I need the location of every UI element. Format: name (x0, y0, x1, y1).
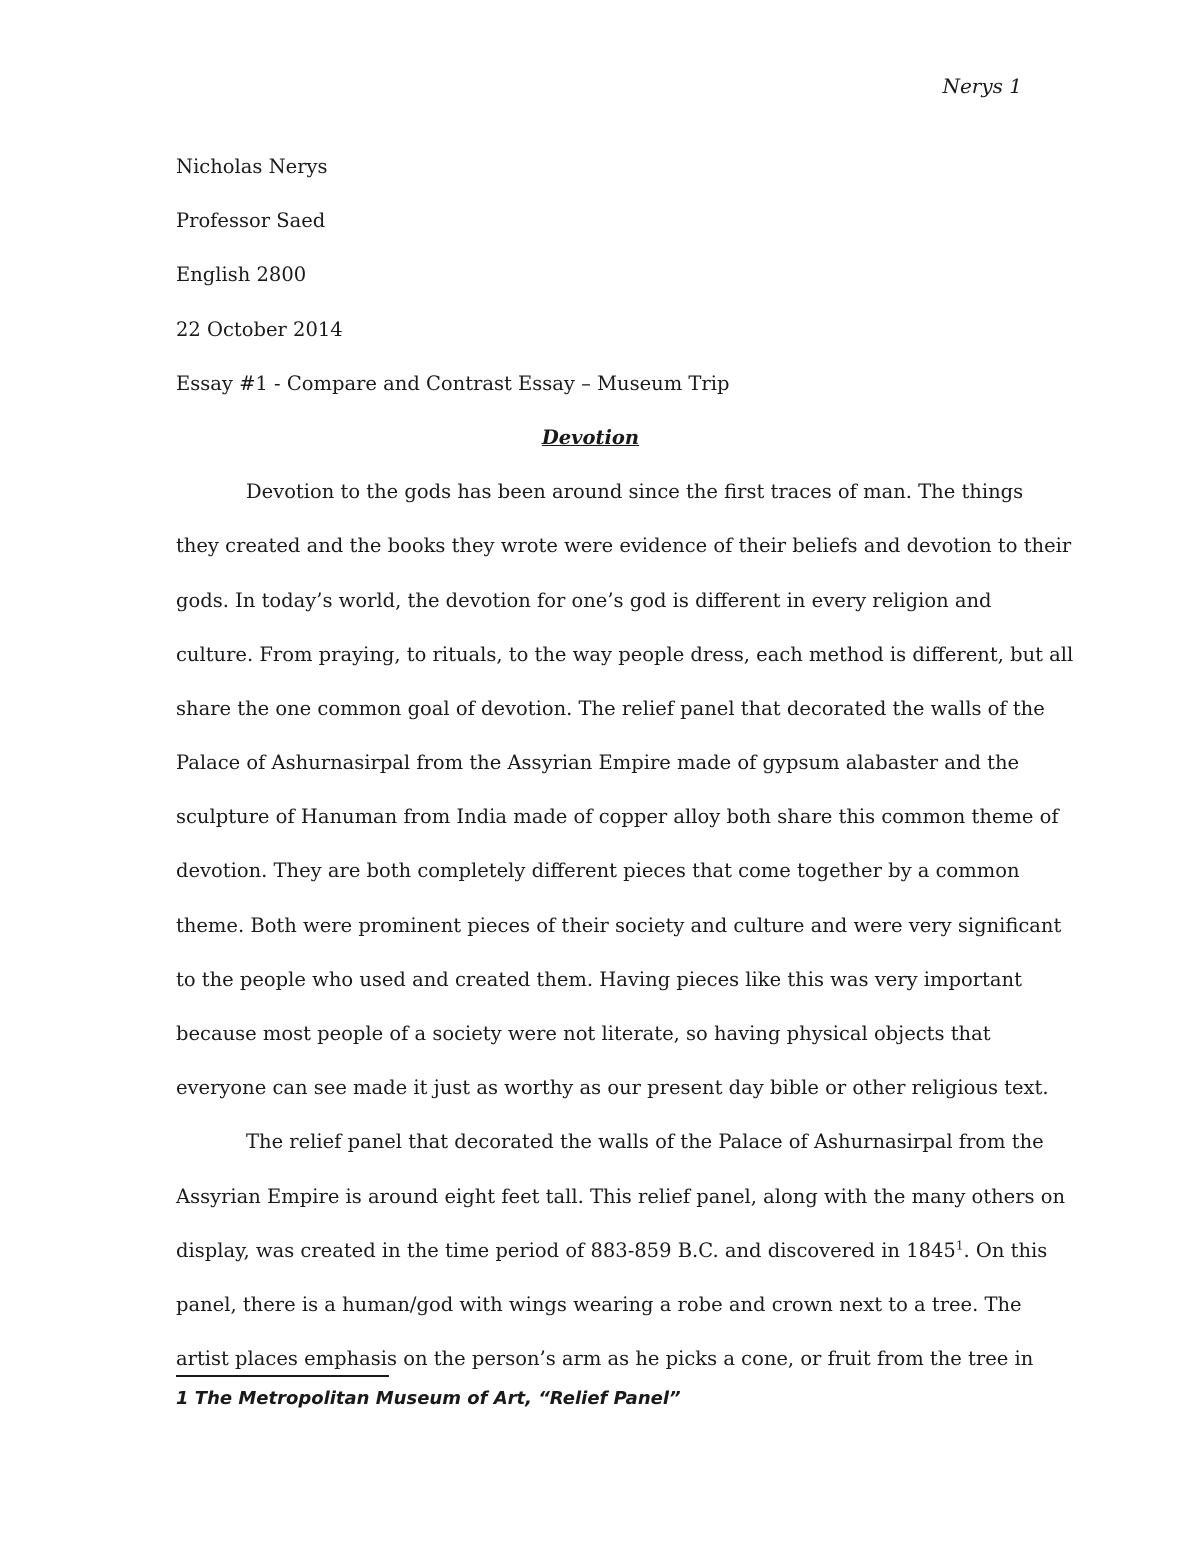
paragraph-1-line: sculpture of Hanuman from India made of copper alloy both share this common theme of (176, 805, 1059, 829)
author-name: Nicholas Nerys (176, 155, 328, 178)
essay-title: Devotion (541, 425, 640, 449)
paragraph-1-line: Palace of Ashurnasirpal from the Assyrian Empire made of gypsum alabaster and the (176, 751, 1020, 775)
paragraph-1-line: theme. Both were prominent pieces of their society and culture and were very significant (176, 913, 1062, 937)
course-name: English 2800 (176, 263, 307, 287)
paragraph-2-line-with-footnote (176, 1224, 1048, 1278)
paragraph-1-line: share the one common goal of devotion. The relief panel that decorated the walls of the (176, 696, 1045, 720)
assignment-line: Essay #1 - Compare and Contrast Essay – Museum Trip (176, 371, 730, 395)
footnote-reference[interactable]: 1 (955, 1238, 964, 1253)
paragraph-1-line: gods. In today’s world, the devotion for one’s god is different in every religion and (176, 588, 992, 612)
footnote-text: 1 The Metropolitan Museum of Art, “Relief Panel” (176, 1388, 681, 1409)
paragraph-1-line: because most people of a society were not literate, so having physical objects that (176, 1022, 991, 1045)
paragraph-2-line: Assyrian Empire is around eight feet tall. This relief panel, along with the many others on (176, 1184, 1066, 1208)
document-body (176, 140, 1074, 1386)
paragraph-1-line: they created and the books they wrote were evidence of their beliefs and devotion to their (176, 534, 1072, 558)
paragraph-1-line: devotion. They are both completely different pieces that come together by a common (176, 859, 1020, 883)
running-head: Nerys 1 (942, 74, 1022, 98)
paragraph-2-line: artist places emphasis on the person’s arm as he picks a cone, or fruit from the tree in (176, 1347, 1034, 1371)
paragraph-2-text-after-ref: . On this (963, 1238, 1048, 1262)
paragraph-1-line: to the people who used and created them. Having pieces like this was very important (176, 967, 1022, 991)
paragraph-2-text: display, was created in the time period of 883-859 B.C. and discovered in 1845 (176, 1238, 956, 1262)
title-line (176, 411, 1031, 465)
essay-date: 22 October 2014 (176, 317, 343, 341)
paragraph-1-line: everyone can see made it just as worthy as our present day bible or other religious text. (176, 1076, 1049, 1100)
paragraph-1-line: Devotion to the gods has been around since the first traces of man. The things (246, 480, 1024, 504)
paragraph-2-line: panel, there is a human/god with wings wearing a robe and crown next to a tree. The (176, 1292, 1022, 1316)
paragraph-2-line: The relief panel that decorated the walls of the Palace of Ashurnasirpal from the (246, 1130, 1044, 1154)
footnote-separator (176, 1375, 389, 1377)
professor-name: Professor Saed (176, 209, 326, 233)
paragraph-1-line: culture. From praying, to rituals, to the way people dress, each method is different, but all (176, 642, 1074, 666)
